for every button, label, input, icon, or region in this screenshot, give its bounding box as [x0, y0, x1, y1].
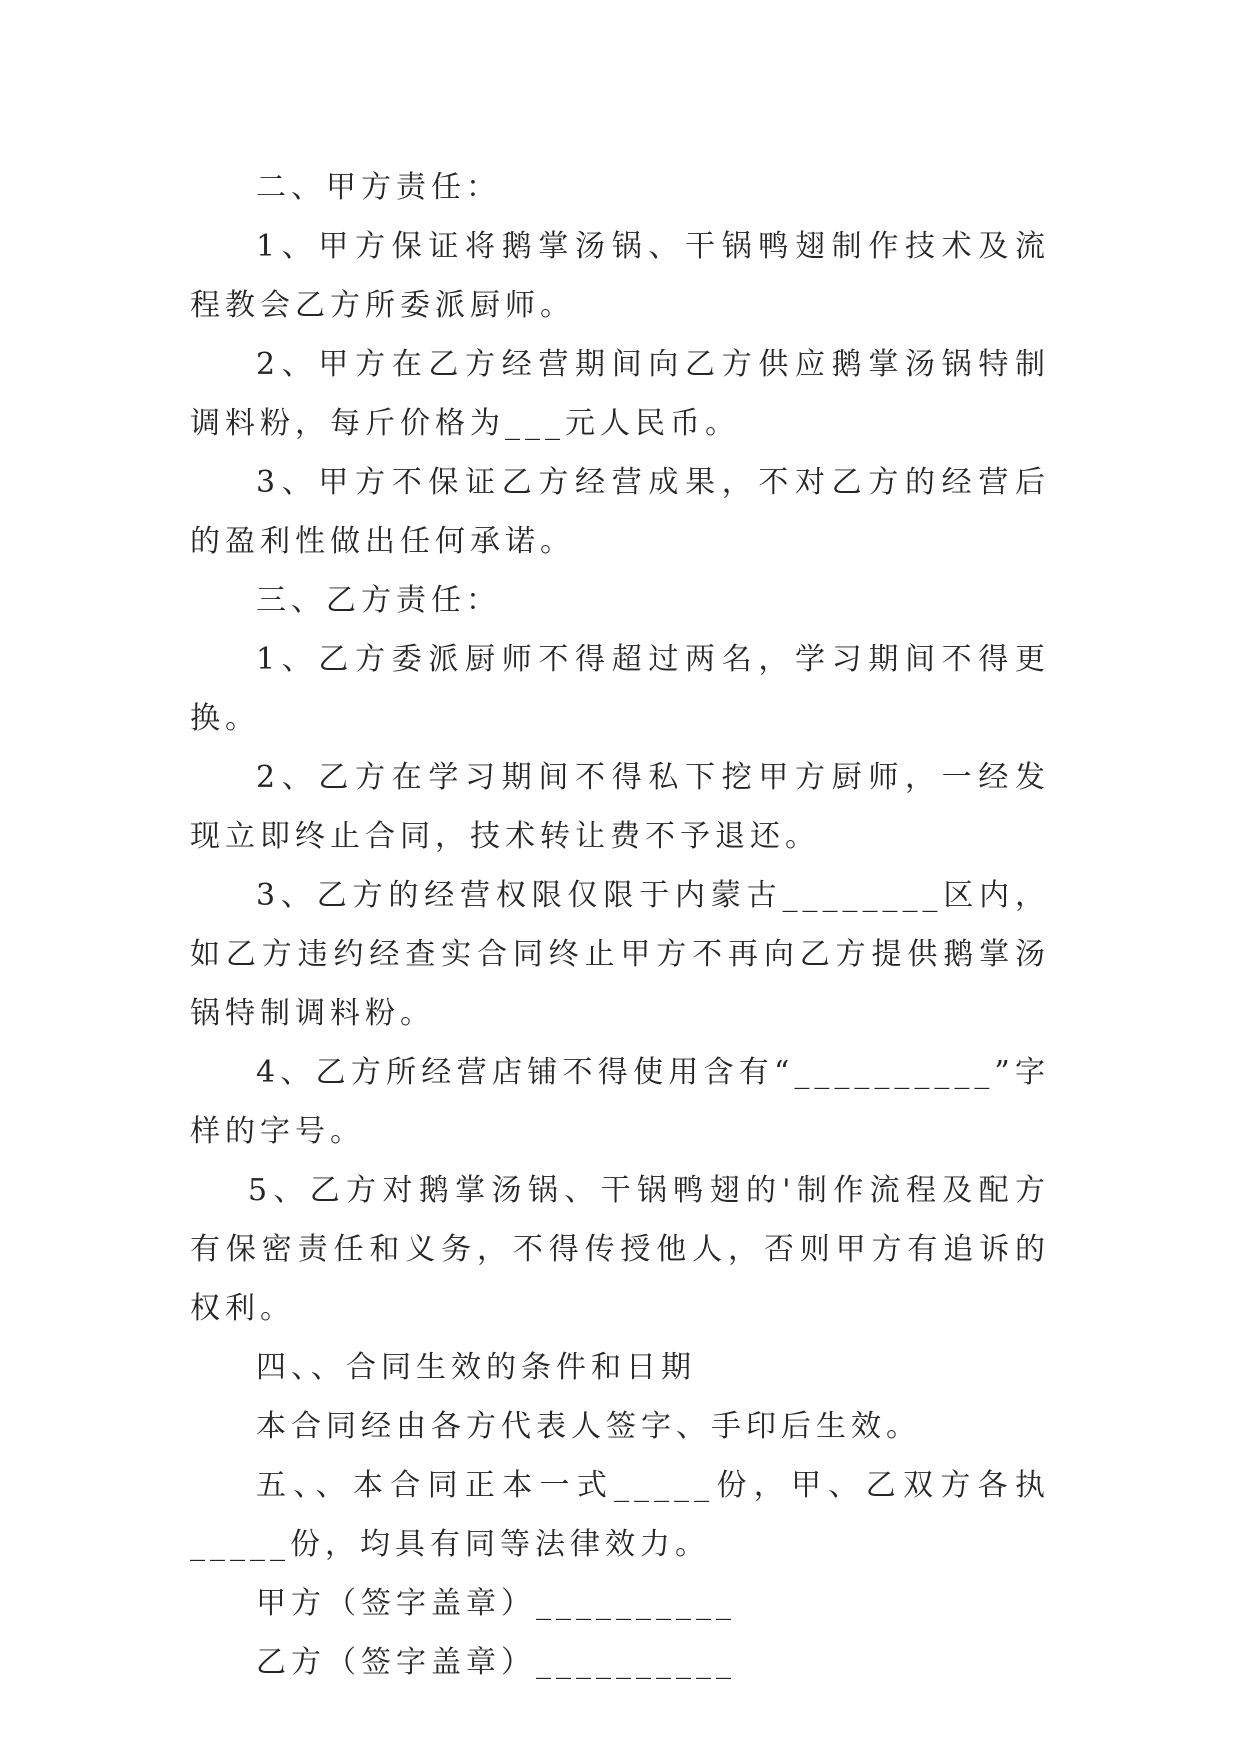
effective-clause: 本合同经由各方代表人签字、手印后生效。: [256, 1409, 921, 1444]
signature-party-b: 乙方（签字盖章）__________: [256, 1645, 736, 1680]
clause-b4: 4、乙方所经营店铺不得使用含有“__________”字样的字号。: [190, 1055, 1050, 1149]
contract-body: [190, 158, 1050, 1692]
section-heading-party-a: 二、甲方责任：: [256, 170, 501, 205]
clause-a2: 2、甲方在乙方经营期间向乙方供应鹅掌汤锅特制调料粉，每斤价格为___元人民币。: [190, 347, 1050, 441]
clause-b5: 5、乙方对鹅掌汤锅、干锅鸭翅的'制作流程及配方有保密责任和义务，不得传授他人，否则甲方有追诉的权利。: [190, 1173, 1050, 1326]
clause-b3: 3、乙方的经营权限仅限于内蒙古________区内，如乙方违约经查实合同终止甲方不再向乙方提供鹅掌汤锅特制调料粉。: [190, 878, 1050, 1031]
section-heading-effective: 四、、合同生效的条件和日期: [256, 1350, 696, 1385]
section-copies-clause: 五、、本合同正本一式_____份，甲、乙双方各执_____份，均具有同等法律效力。: [190, 1468, 1050, 1562]
clause-a3: 3、甲方不保证乙方经营成果，不对乙方的经营后的盈利性做出任何承诺。: [190, 465, 1050, 559]
section-heading-party-b: 三、乙方责任：: [256, 583, 501, 618]
clause-b1: 1、乙方委派厨师不得超过两名，学习期间不得更换。: [190, 642, 1050, 736]
clause-a1: 1、甲方保证将鹅掌汤锅、干锅鸭翅制作技术及流程教会乙方所委派厨师。: [190, 229, 1050, 323]
clause-b2: 2、乙方在学习期间不得私下挖甲方厨师，一经发现立即终止合同，技术转让费不予退还。: [190, 760, 1050, 854]
signature-party-a: 甲方（签字盖章）__________: [256, 1586, 736, 1621]
